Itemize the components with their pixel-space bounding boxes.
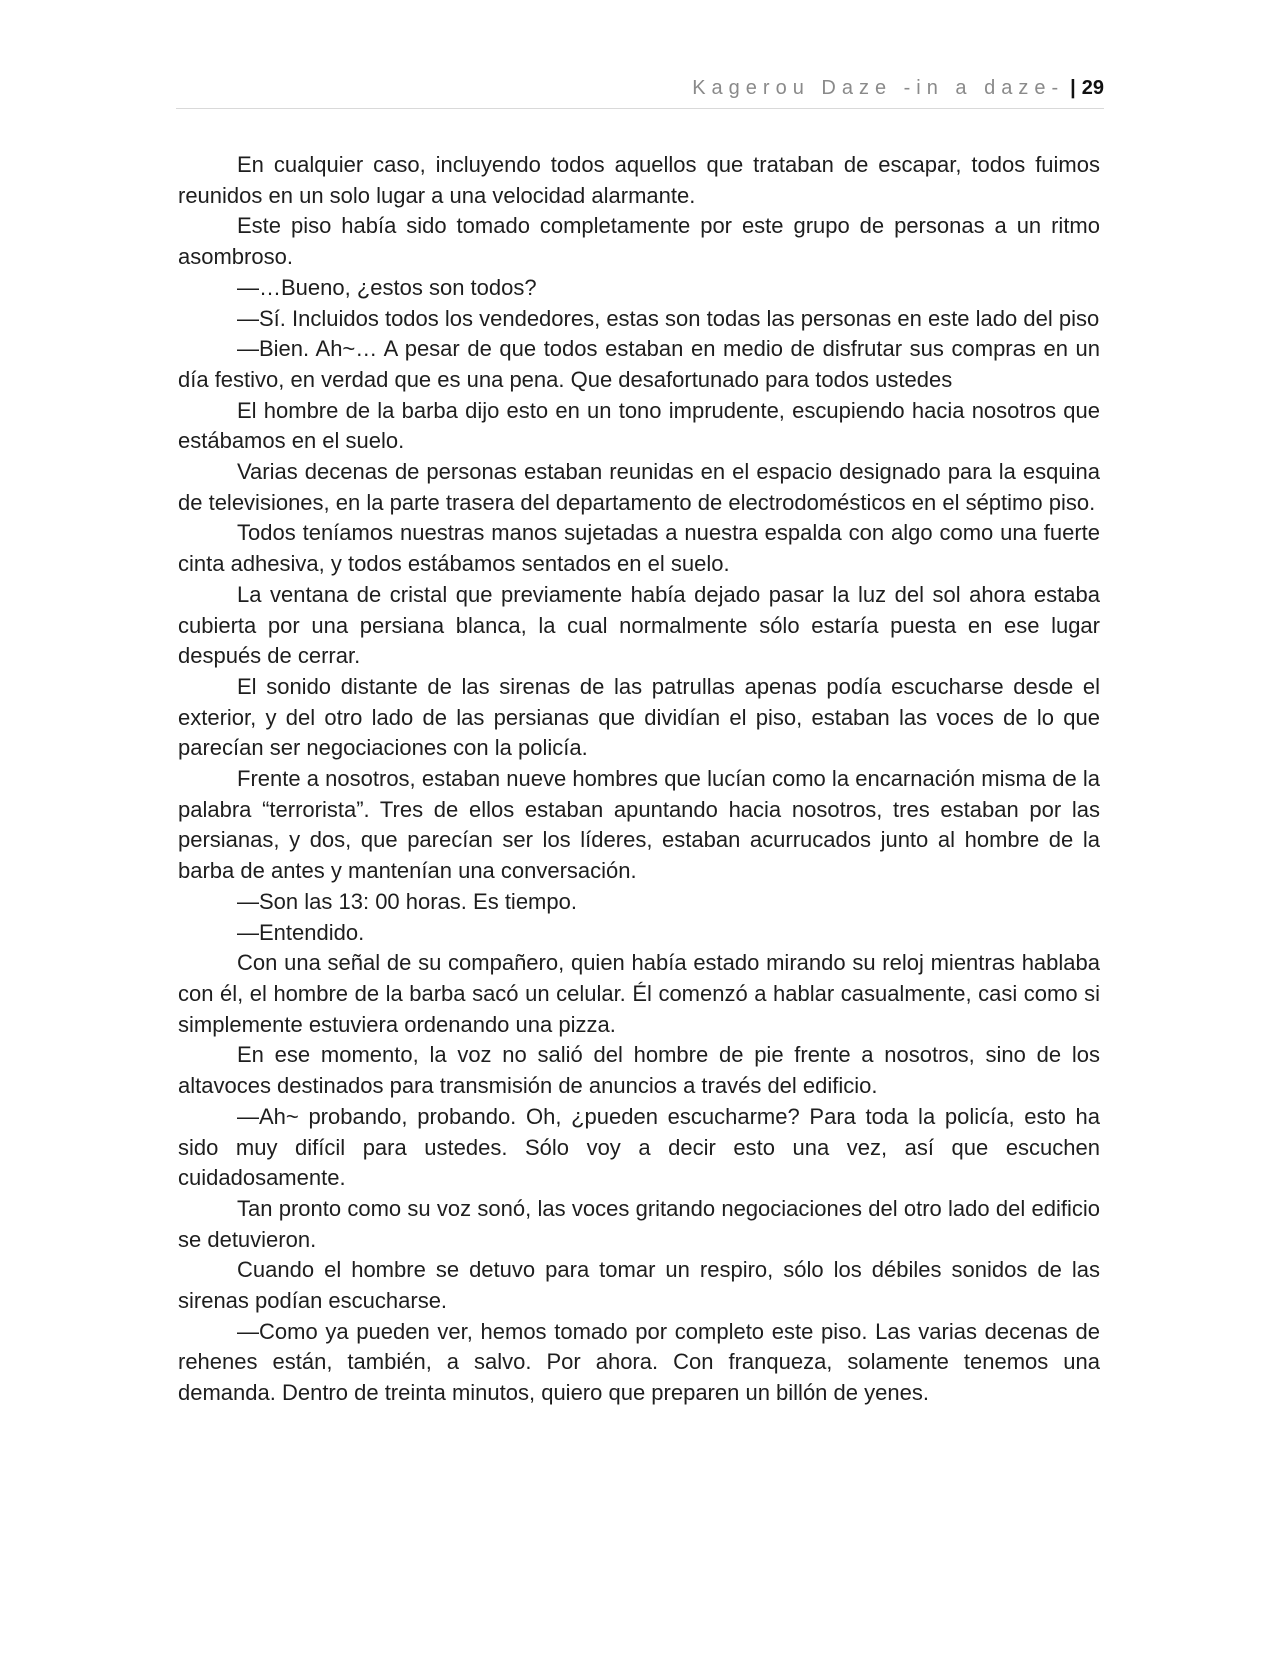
paragraph: Todos teníamos nuestras manos sujetadas a nuestra espalda con algo como una fuerte cinta adhesiva, y todos estábamos sentados en el suelo.	[178, 520, 1100, 577]
paragraph: La ventana de cristal que previamente había dejado pasar la luz del sol ahora estaba cubierta por una persiana blanca, la cual normalmente sólo estaría puesta en ese lugar después de cerrar.	[178, 581, 1100, 669]
dialogue-line: —Sí. Incluidos todos los vendedores, estas son todas las personas en este lado del piso	[237, 305, 1100, 331]
header-separator: |	[1070, 77, 1076, 99]
paragraph: El hombre de la barba dijo esto en un tono imprudente, escupiendo hacia nosotros que estábamos en el suelo.	[178, 397, 1100, 454]
page-header	[176, 74, 1104, 109]
dialogue-line: —Son las 13: 00 horas. Es tiempo.	[237, 888, 577, 914]
page-number: 29	[1081, 77, 1104, 99]
paragraph: Con una señal de su compañero, quien había estado mirando su reloj mientras hablaba con él, el hombre de la barba sacó un celular. Él comenzó a hablar casualmente, casi como si simplemente estuviera ordenando una pizza.	[178, 950, 1100, 1037]
paragraph: Frente a nosotros, estaban nueve hombres que lucían como la encarnación misma de la palabra “terrorista”. Tres de ellos estaban apuntando hacia nosotros, tres estaban por las persianas, y dos, que parecían ser los líderes, estaban acurrucados junto al hombre de la barba de antes y mantenían una conversación.	[178, 766, 1100, 884]
dialogue-line: —Como ya pueden ver, hemos tomado por completo este piso. Las varias decenas de rehenes están, también, a salvo. Por ahora. Con franqueza, solamente tenemos una demanda. Dentro de treinta minutos, quiero que preparen un billón de yenes.	[178, 1318, 1100, 1406]
paragraph: En ese momento, la voz no salió del hombre de pie frente a nosotros, sino de los altavoces destinados para transmisión de anuncios a través del edificio.	[178, 1042, 1100, 1099]
body-text	[178, 150, 1100, 1409]
dialogue-line: —Bien. Ah~… A pesar de que todos estaban en medio de disfrutar sus compras en un día festivo, en verdad que es una pena. Que desafortunado para todos ustedes	[178, 336, 1100, 392]
book-title: Kagerou Daze -in a daze-	[692, 77, 1065, 99]
dialogue-line: —Ah~ probando, probando. Oh, ¿pueden escucharme? Para toda la policía, esto ha sido muy difícil para ustedes. Sólo voy a decir esto una vez, así que escuchen cuidadosamente.	[178, 1103, 1100, 1191]
paragraph: Varias decenas de personas estaban reunidas en el espacio designado para la esquina de televisiones, en la parte trasera del departamento de electrodomésticos en el séptimo piso.	[178, 459, 1100, 515]
paragraph: Este piso había sido tomado completamente por este grupo de personas a un ritmo asombroso.	[178, 213, 1100, 270]
paragraph: Tan pronto como su voz sonó, las voces gritando negociaciones del otro lado del edificio se detuvieron.	[178, 1195, 1100, 1252]
dialogue-line: —…Bueno, ¿estos son todos?	[237, 274, 537, 300]
paragraph: En cualquier caso, incluyendo todos aquellos que trataban de escapar, todos fuimos reunidos en un solo lugar a una velocidad alarmante.	[178, 152, 1100, 208]
paragraph: Cuando el hombre se detuvo para tomar un respiro, sólo los débiles sonidos de las sirenas podían escucharse.	[178, 1257, 1100, 1314]
paragraph: El sonido distante de las sirenas de las patrullas apenas podía escucharse desde el exterior, y del otro lado de las persianas que dividían el piso, estaban las voces de lo que parecían ser negociaciones con la policía.	[178, 673, 1100, 761]
dialogue-line: —Entendido.	[237, 919, 365, 945]
